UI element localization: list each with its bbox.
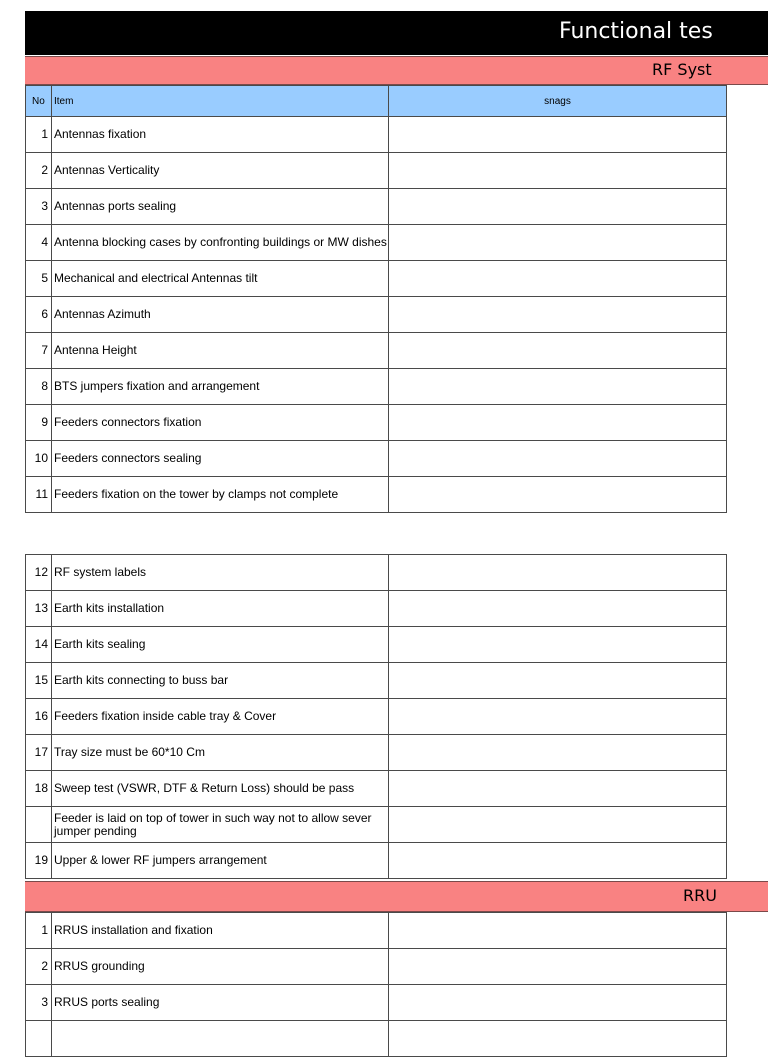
row-item: RF system labels bbox=[52, 555, 389, 591]
table-row bbox=[26, 985, 727, 1021]
row-number: 6 bbox=[26, 297, 52, 333]
table-row bbox=[26, 913, 727, 949]
row-item: Feeders connectors fixation bbox=[52, 405, 389, 441]
row-number: 10 bbox=[26, 441, 52, 477]
row-number: 18 bbox=[26, 771, 52, 807]
row-number: 7 bbox=[26, 333, 52, 369]
section-header-rf bbox=[25, 56, 768, 85]
table-row bbox=[26, 441, 727, 477]
row-snags-cell[interactable] bbox=[389, 807, 727, 843]
row-number: 19 bbox=[26, 843, 52, 879]
column-header-snags: snags bbox=[389, 86, 727, 117]
table-row bbox=[26, 117, 727, 153]
table-row bbox=[26, 735, 727, 771]
row-item: Earth kits sealing bbox=[52, 627, 389, 663]
section-title-rf: RF Syst bbox=[652, 60, 712, 79]
table-row bbox=[26, 333, 727, 369]
row-snags-cell[interactable] bbox=[389, 225, 727, 261]
row-snags-cell[interactable] bbox=[389, 663, 727, 699]
row-snags-cell[interactable] bbox=[389, 627, 727, 663]
row-number: 15 bbox=[26, 663, 52, 699]
row-number: 4 bbox=[26, 225, 52, 261]
table-header-row bbox=[26, 86, 727, 117]
row-item: RRUS ports sealing bbox=[52, 985, 389, 1021]
table-row bbox=[26, 843, 727, 879]
table-row bbox=[26, 807, 727, 843]
table-row bbox=[26, 591, 727, 627]
row-item: Sweep test (VSWR, DTF & Return Loss) should be pass bbox=[52, 771, 389, 807]
row-snags-cell[interactable] bbox=[389, 405, 727, 441]
row-snags-cell[interactable] bbox=[389, 985, 727, 1021]
row-item: Earth kits connecting to buss bar bbox=[52, 663, 389, 699]
table-row bbox=[26, 555, 727, 591]
table-row bbox=[26, 1021, 727, 1057]
row-snags-cell[interactable] bbox=[389, 441, 727, 477]
row-snags-cell[interactable] bbox=[389, 913, 727, 949]
row-item: Earth kits installation bbox=[52, 591, 389, 627]
table-row bbox=[26, 627, 727, 663]
row-snags-cell[interactable] bbox=[389, 369, 727, 405]
row-item: RRUS grounding bbox=[52, 949, 389, 985]
row-snags-cell[interactable] bbox=[389, 477, 727, 513]
row-snags-cell[interactable] bbox=[389, 843, 727, 879]
table-row bbox=[26, 699, 727, 735]
table-row bbox=[26, 189, 727, 225]
row-number: 12 bbox=[26, 555, 52, 591]
row-item: Antennas ports sealing bbox=[52, 189, 389, 225]
row-snags-cell[interactable] bbox=[389, 1021, 727, 1057]
row-number: 2 bbox=[26, 949, 52, 985]
table-row bbox=[26, 225, 727, 261]
row-item: Antennas Azimuth bbox=[52, 297, 389, 333]
row-number: 16 bbox=[26, 699, 52, 735]
row-item: Antennas fixation bbox=[52, 117, 389, 153]
row-item bbox=[52, 1021, 389, 1057]
table-row bbox=[26, 949, 727, 985]
row-number: 2 bbox=[26, 153, 52, 189]
row-number bbox=[26, 1021, 52, 1057]
row-item: Tray size must be 60*10 Cm bbox=[52, 735, 389, 771]
table-row bbox=[26, 297, 727, 333]
row-snags-cell[interactable] bbox=[389, 261, 727, 297]
row-number: 9 bbox=[26, 405, 52, 441]
row-item: Antenna Height bbox=[52, 333, 389, 369]
row-item: Mechanical and electrical Antennas tilt bbox=[52, 261, 389, 297]
column-header-item: Item bbox=[52, 86, 389, 117]
page-title: Functional tes bbox=[559, 19, 713, 44]
table-row bbox=[26, 663, 727, 699]
row-item: Feeders fixation inside cable tray & Cover bbox=[52, 699, 389, 735]
row-snags-cell[interactable] bbox=[389, 153, 727, 189]
row-snags-cell[interactable] bbox=[389, 333, 727, 369]
row-number: 5 bbox=[26, 261, 52, 297]
row-snags-cell[interactable] bbox=[389, 117, 727, 153]
row-item: Feeders connectors sealing bbox=[52, 441, 389, 477]
title-bar bbox=[25, 11, 768, 55]
row-item: Upper & lower RF jumpers arrangement bbox=[52, 843, 389, 879]
row-item: Feeder is laid on top of tower in such way not to allow sever jumper pending bbox=[52, 807, 389, 843]
row-snags-cell[interactable] bbox=[389, 591, 727, 627]
row-number: 3 bbox=[26, 189, 52, 225]
row-number: 13 bbox=[26, 591, 52, 627]
row-snags-cell[interactable] bbox=[389, 771, 727, 807]
row-item: RRUS installation and fixation bbox=[52, 913, 389, 949]
row-number: 8 bbox=[26, 369, 52, 405]
row-number: 17 bbox=[26, 735, 52, 771]
row-snags-cell[interactable] bbox=[389, 735, 727, 771]
table-row bbox=[26, 153, 727, 189]
table-row bbox=[26, 369, 727, 405]
section-title-rru: RRU bbox=[683, 886, 717, 905]
row-number bbox=[26, 807, 52, 843]
row-number: 3 bbox=[26, 985, 52, 1021]
row-item: BTS jumpers fixation and arrangement bbox=[52, 369, 389, 405]
rf-table-part-2 bbox=[25, 554, 727, 879]
row-snags-cell[interactable] bbox=[389, 555, 727, 591]
row-item: Antenna blocking cases by confronting buildings or MW dishes bbox=[52, 225, 389, 261]
rru-table bbox=[25, 912, 727, 1057]
row-number: 14 bbox=[26, 627, 52, 663]
row-snags-cell[interactable] bbox=[389, 699, 727, 735]
table-row bbox=[26, 477, 727, 513]
row-snags-cell[interactable] bbox=[389, 297, 727, 333]
row-snags-cell[interactable] bbox=[389, 949, 727, 985]
section-header-rru bbox=[25, 881, 768, 912]
column-header-no: No bbox=[26, 86, 52, 117]
row-item: Feeders fixation on the tower by clamps not complete bbox=[52, 477, 389, 513]
rf-table-part-1 bbox=[25, 85, 727, 513]
row-item: Antennas Verticality bbox=[52, 153, 389, 189]
table-row bbox=[26, 771, 727, 807]
row-snags-cell[interactable] bbox=[389, 189, 727, 225]
row-number: 1 bbox=[26, 117, 52, 153]
table-row bbox=[26, 261, 727, 297]
row-number: 11 bbox=[26, 477, 52, 513]
table-row bbox=[26, 405, 727, 441]
row-number: 1 bbox=[26, 913, 52, 949]
